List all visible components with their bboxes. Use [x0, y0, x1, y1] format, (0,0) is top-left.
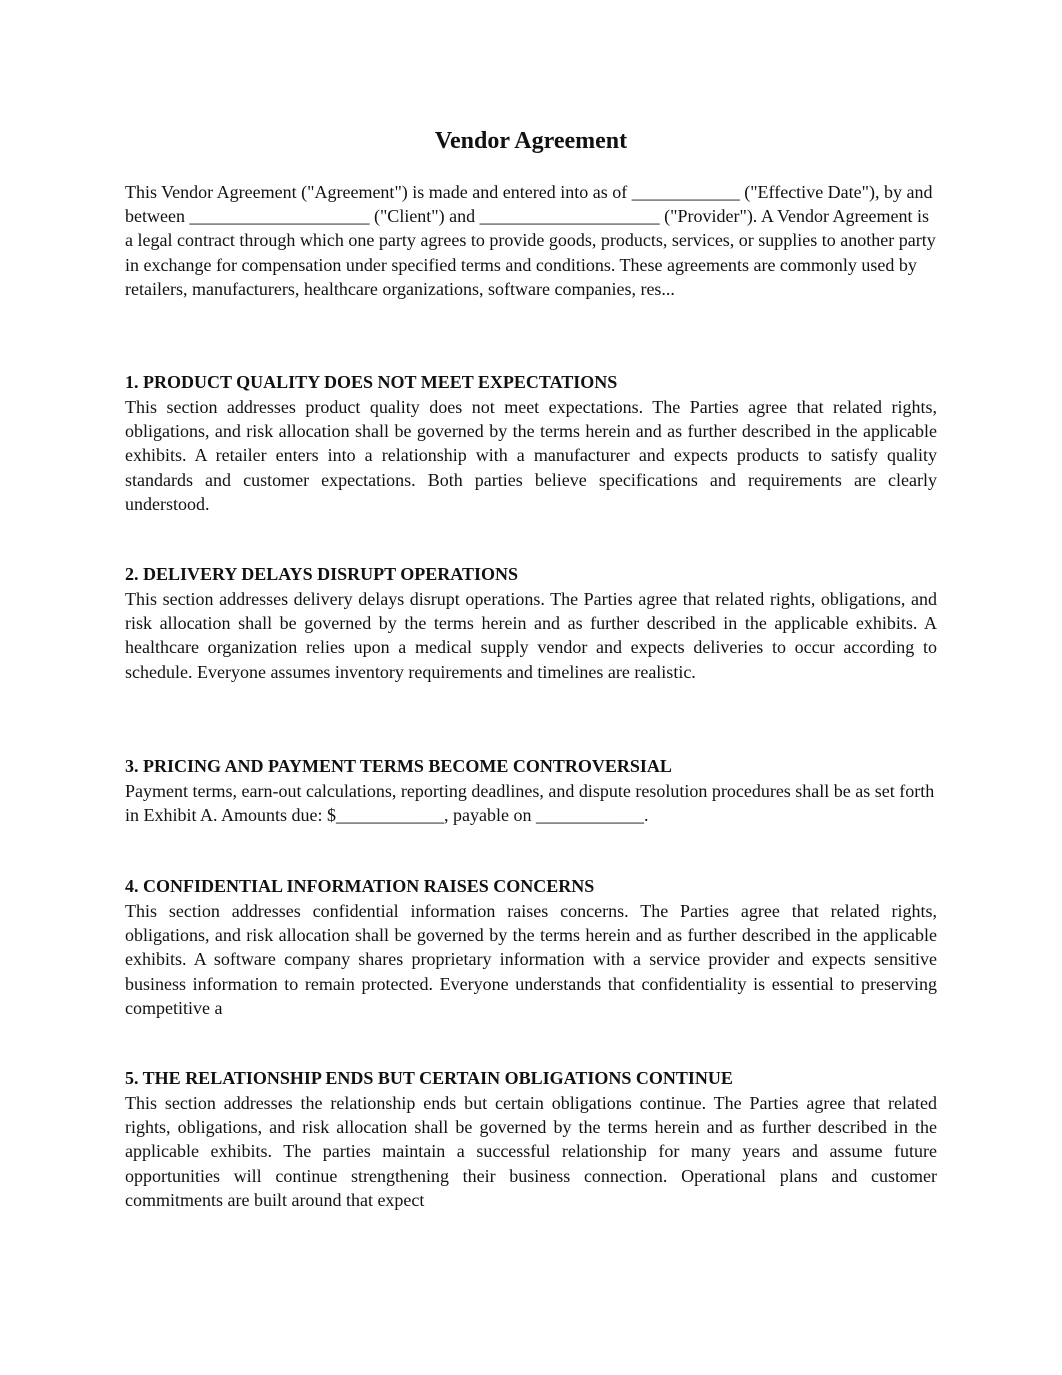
section-body: This section addresses delivery delays disrupt operations. The Parties agree that related rights, obligations, and risk allocation shall be governed by the terms herein and as further described in the applicable exhibits. A healthcare organization relies upon a medical supply vendor and expects deliveries to occur according to schedule. Everyone assumes inventory requirements and timelines are realistic. [125, 589, 937, 682]
section-body: This section addresses product quality does not meet expectations. The Parties agree that related rights, obligations, and risk allocation shall be governed by the terms herein and as further described in the applicable exhibits. A retailer enters into a relationship with a manufacturer and expects products to satisfy quality standards and customer expectations. Both parties believe specifications and requirements are clearly understood. [125, 397, 937, 514]
section-heading: 1. PRODUCT QUALITY DOES NOT MEET EXPECTATIONS [125, 372, 618, 392]
section-heading: 3. PRICING AND PAYMENT TERMS BECOME CONTROVERSIAL [125, 756, 672, 776]
section-body: This section addresses confidential information raises concerns. The Parties agree that related rights, obligations, and risk allocation shall be governed by the terms herein and as further described in the applicable exhibits. A software company shares proprietary information with a service provider and expects sensitive business information to remain protected. Everyone understands that confidentiality is essential to preserving competitive a [125, 901, 937, 1018]
section-heading: 5. THE RELATIONSHIP ENDS BUT CERTAIN OBLIGATIONS CONTINUE [125, 1068, 733, 1088]
document-title: Vendor Agreement [434, 128, 628, 154]
section-heading: 4. CONFIDENTIAL INFORMATION RAISES CONCERNS [125, 876, 595, 896]
section-delivery-delays [125, 561, 937, 684]
section-relationship-ends [125, 1065, 937, 1212]
section-product-quality [125, 369, 937, 516]
intro-paragraph: This Vendor Agreement ("Agreement") is made and entered into as of ____________ ("Effective Date"), by and between ____________________ ("Client") and ____________________ ("Provider"). A Vendor Agreement is a legal contract through which one party agrees to provide goods, products, services, or supplies to another party in exchange for compensation under specified terms and conditions. These agreements are commonly used by retailers, manufacturers, healthcare organizations, software companies, res... [125, 182, 936, 299]
section-body: Payment terms, earn-out calculations, reporting deadlines, and dispute resolution procedures shall be as set forth in Exhibit A. Amounts due: $____________, payable on ____________. [125, 781, 935, 826]
section-heading: 2. DELIVERY DELAYS DISRUPT OPERATIONS [125, 564, 518, 584]
section-body: This section addresses the relationship ends but certain obligations continue. The Parties agree that related rights, obligations, and risk allocation shall be governed by the terms herein and as further described in the applicable exhibits. The parties maintain a successful relationship for many years and assume future opportunities will continue strengthening their business connection. Operational plans and customer commitments are built around that expect [125, 1093, 937, 1210]
section-pricing-payment [125, 753, 937, 827]
section-confidential-information [125, 873, 937, 1020]
